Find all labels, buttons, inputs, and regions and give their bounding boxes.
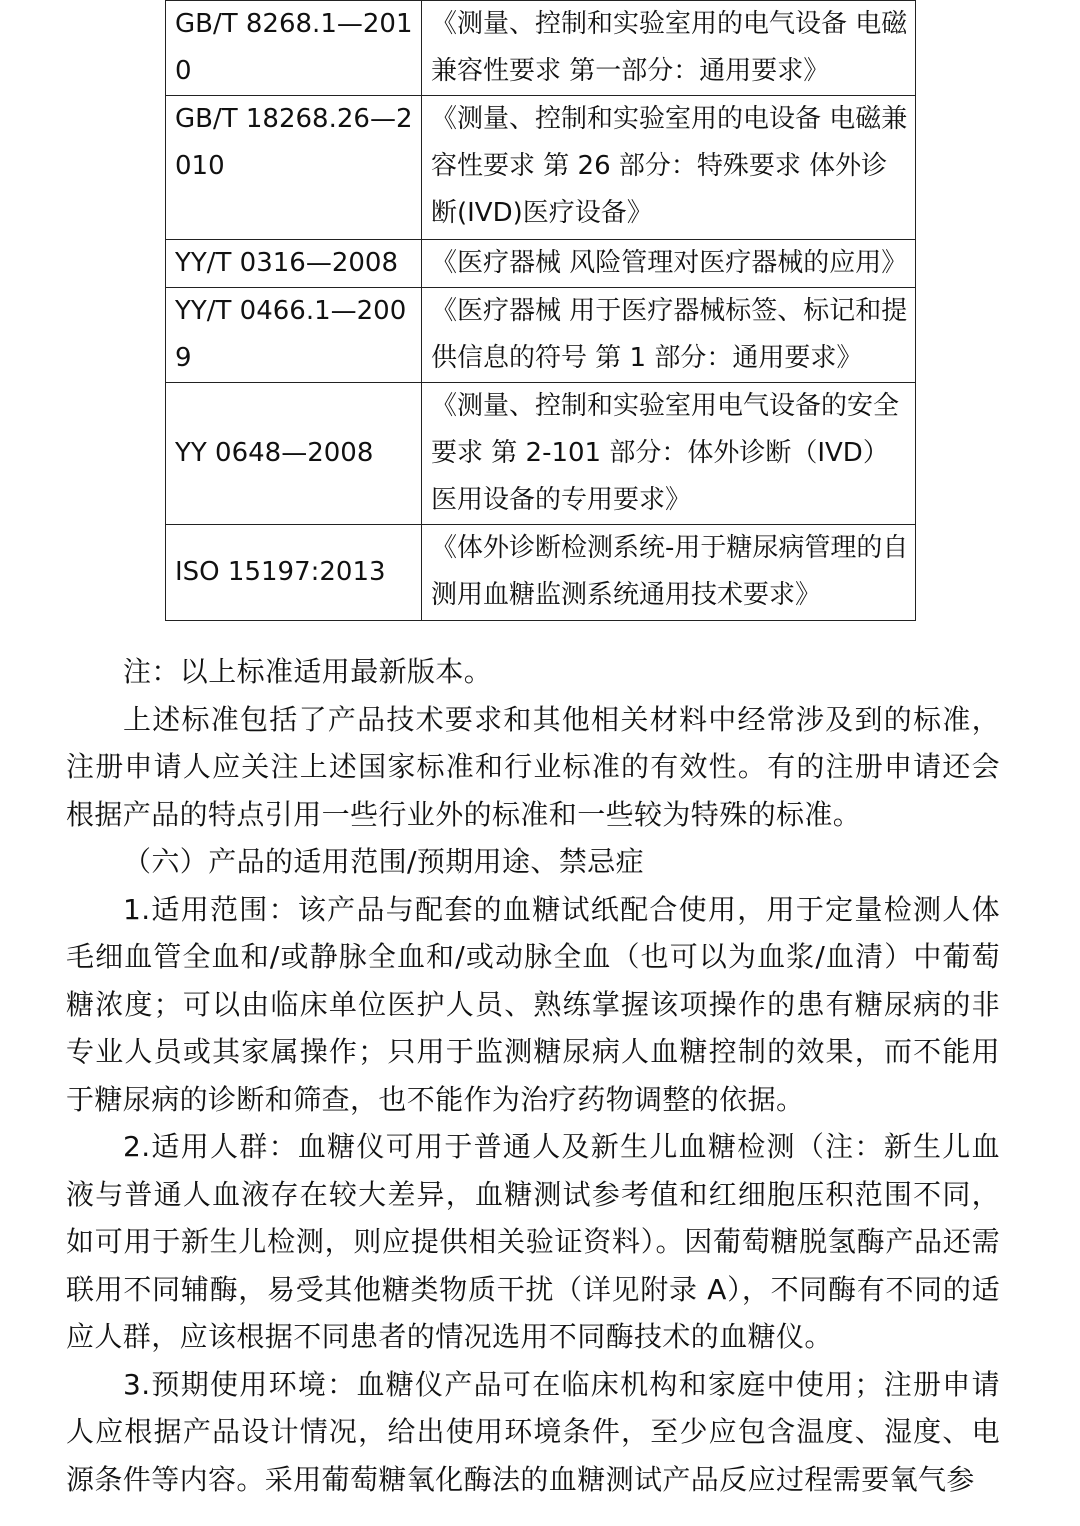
standard-title: 《测量、控制和实验室用的电设备 电磁兼容性要求 第 26 部分：特殊要求 体外诊断(IVD)医疗设备》	[422, 96, 916, 240]
body-paragraph: 上述标准包括了产品技术要求和其他相关材料中经常涉及到的标准，注册申请人应关注上述国家标准和行业标准的有效性。有的注册申请还会根据产品的特点引用一些行业外的标准和一些较为特殊的标准。	[66, 702, 1000, 831]
standard-code: YY/T 0316—2008	[166, 240, 422, 288]
body-paragraph: 2.适用人群：血糖仪可用于普通人及新生儿血糖检测（注：新生儿血液与普通人血液存在较大差异，血糖测试参考值和红细胞压积范围不同，如可用于新生儿检测，则应提供相关验证资料）。因葡萄糖脱氢酶产品还需联用不同辅酶，易受其他糖类物质干扰（详见附录 A），不同酶有不同的适应人群，应该根据不同患者的情况选用不同酶技术的血糖仪。	[66, 1130, 1000, 1353]
table-row	[166, 240, 916, 288]
standard-code: YY 0648—2008	[166, 383, 422, 525]
note-paragraph: 注：以上标准适用最新版本。	[123, 655, 493, 688]
standard-title: 《测量、控制和实验室用的电气设备 电磁兼容性要求 第一部分：通用要求》	[422, 1, 916, 96]
document-body	[66, 648, 1000, 1503]
standard-code: YY/T 0466.1—2009	[166, 288, 422, 383]
table-row	[166, 96, 916, 240]
table-row	[166, 288, 916, 383]
body-paragraph: 1.适用范围：该产品与配套的血糖试纸配合使用，用于定量检测人体毛细血管全血和/或静脉全血和/或动脉全血（也可以为血浆/血清）中葡萄糖浓度；可以由临床单位医护人员、熟练掌握该项操作的患有糖尿病的非专业人员或其家属操作；只用于监测糖尿病人血糖控制的效果，而不能用于糖尿病的诊断和筛查，也不能作为治疗药物调整的依据。	[66, 892, 1000, 1116]
standard-code: GB/T 18268.26—2010	[166, 96, 422, 240]
standard-code: ISO 15197:2013	[166, 525, 422, 621]
body-paragraph: 3.预期使用环境：血糖仪产品可在临床机构和家庭中使用；注册申请人应根据产品设计情况，给出使用环境条件，至少应包含温度、湿度、电源条件等内容。采用葡萄糖氧化酶法的血糖测试产品反应过程需要氧气参	[66, 1367, 1000, 1496]
standard-title: 《测量、控制和实验室用电气设备的安全要求 第 2-101 部分：体外诊断（IVD）医用设备的专用要求》	[422, 383, 916, 525]
table-row	[166, 525, 916, 621]
standard-title: 《医疗器械 用于医疗器械标签、标记和提供信息的符号 第 1 部分：通用要求》	[422, 288, 916, 383]
table-row	[166, 1, 916, 96]
standard-title: 《医疗器械 风险管理对医疗器械的应用》	[422, 240, 916, 288]
standards-table	[165, 0, 916, 621]
standard-title: 《体外诊断检测系统-用于糖尿病管理的自测用血糖监测系统通用技术要求》	[422, 525, 916, 621]
standard-code: GB/T 8268.1—2010	[166, 1, 422, 96]
section-heading: （六）产品的适用范围/预期用途、禁忌症	[123, 845, 645, 878]
table-row	[166, 383, 916, 525]
